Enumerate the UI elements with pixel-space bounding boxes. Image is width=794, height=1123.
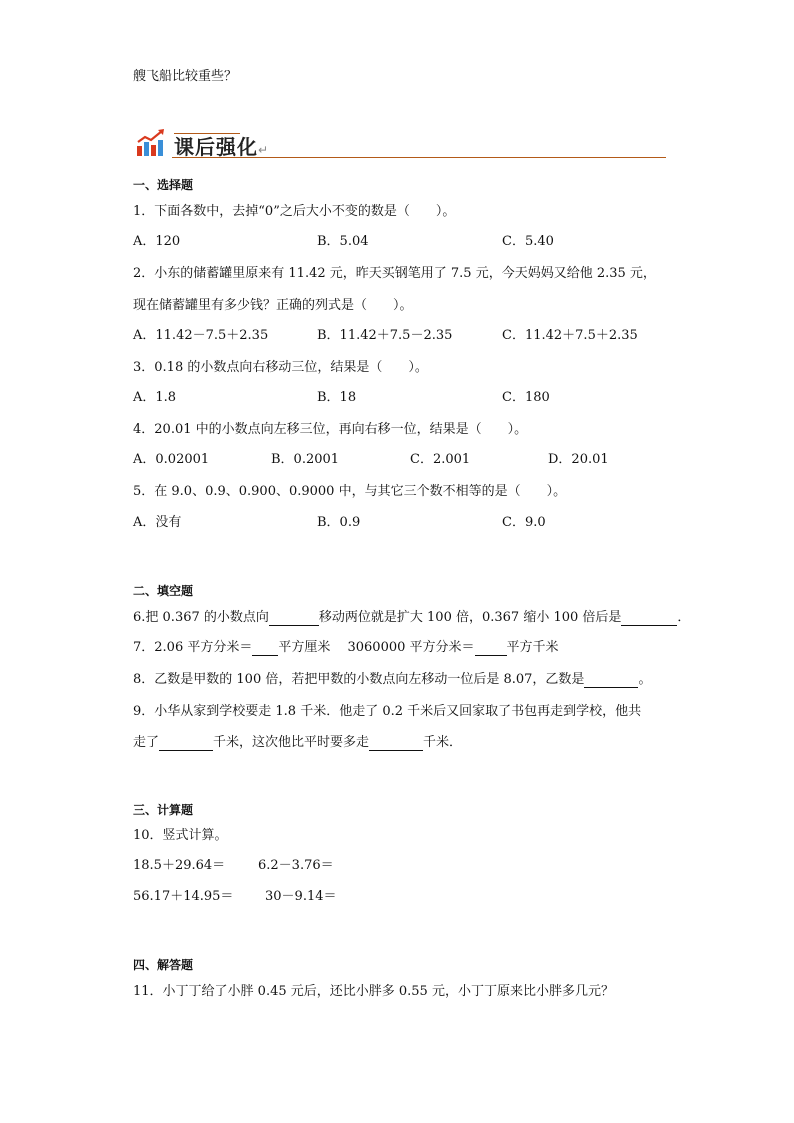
q5-option-b: B．0.9 xyxy=(317,515,361,530)
q11-stem: 11．小丁丁给了小胖 0.45 元后，还比小胖多 0.55 元，小丁丁原来比小胖多几元？ xyxy=(133,984,614,999)
q4-option-a: A．0.02001 xyxy=(133,452,210,467)
calc-item: 6.2－3.76＝ xyxy=(258,858,334,873)
q1-option-a: A．120 xyxy=(133,234,181,249)
heading-calculation: 三、计算题 xyxy=(133,803,194,817)
q4-stem: 4．20.01 中的小数点向左移三位，再向右移一位，结果是（ ）。 xyxy=(133,422,528,437)
q7-blank-1[interactable] xyxy=(252,641,278,656)
q1-option-c: C．5.40 xyxy=(502,234,554,249)
q5-option-c: C．9.0 xyxy=(502,515,546,530)
heading-fill-in: 二、填空题 xyxy=(133,584,194,598)
calc-item: 18.5＋29.64＝ xyxy=(133,858,226,873)
q8: 8．乙数是甲数的 100 倍，若把甲数的小数点向左移动一位后是 8.07，乙数是 。 xyxy=(133,672,652,687)
q5-stem: 5．在 9.0、0.9、0.900、0.9000 中，与其它三个数不相等的是（ ）。 xyxy=(133,484,567,499)
q1-option-b: B．5.04 xyxy=(317,234,369,249)
q10-stem: 10．竖式计算。 xyxy=(133,828,228,843)
q8-blank[interactable] xyxy=(584,673,638,688)
q3-stem: 3．0.18 的小数点向右移动三位，结果是（ ）。 xyxy=(133,360,428,375)
q9-blank-2[interactable] xyxy=(369,736,423,751)
continued-question-text: 艘飞船比较重些？ xyxy=(133,69,238,84)
calc-item: 30－9.14＝ xyxy=(265,889,337,904)
return-mark: ↵ xyxy=(258,143,270,157)
q2-option-b: B．11.42＋7.5－2.35 xyxy=(317,328,453,343)
q2-option-a: A．11.42－7.5＋2.35 xyxy=(133,328,269,343)
q4-option-c: C．2.001 xyxy=(410,452,471,467)
q4-option-b: B．0.2001 xyxy=(271,452,340,467)
q2-stem-line2: 现在储蓄罐里有多少钱？正确的列式是（ ）。 xyxy=(133,298,413,313)
q2-stem-line1: 2．小东的储蓄罐里原来有 11.42 元，昨天买钢笔用了 7.5 元，今天妈妈又给他 2.35 元， xyxy=(133,266,656,281)
q3-option-c: C．180 xyxy=(502,390,550,405)
q4-option-d: D．20.01 xyxy=(548,452,609,467)
bar-chart-trend-icon xyxy=(136,128,166,158)
q7-blank-2[interactable] xyxy=(475,641,507,656)
q9-line2: 走了 千米，这次他比平时要多走 千米． xyxy=(133,735,463,750)
q3-option-a: A．1.8 xyxy=(133,390,177,405)
section-title: 课后强化↵ xyxy=(174,135,270,159)
heading-word-problem: 四、解答题 xyxy=(133,958,194,972)
q6-blank-2[interactable] xyxy=(621,611,677,626)
q6-blank-1[interactable] xyxy=(269,611,319,626)
q9-blank-1[interactable] xyxy=(159,736,213,751)
banner-top-rule xyxy=(174,133,240,134)
heading-choice: 一、选择题 xyxy=(133,178,194,192)
banner-underline xyxy=(172,157,666,158)
q6: 6.把 0.367 的小数点向 移动两位就是扩大 100 倍，0.367 缩小 100 倍后是 ． xyxy=(133,610,691,625)
q9-line1: 9．小华从家到学校要走 1.8 千米．他走了 0.2 千米后又回家取了书包再走到学校，他共 xyxy=(133,704,642,719)
q3-option-b: B．18 xyxy=(317,390,357,405)
calc-item: 56.17＋14.95＝ xyxy=(133,889,234,904)
q7: 7．2.06 平方分米＝ 平方厘米 3060000 平方分米＝ 平方千米 xyxy=(133,640,559,655)
q1-stem: 1．下面各数中，去掉“0”之后大小不变的数是（ ）。 xyxy=(133,204,456,219)
q2-option-c: C．11.42＋7.5＋2.35 xyxy=(502,328,638,343)
q5-option-a: A．没有 xyxy=(133,515,182,530)
